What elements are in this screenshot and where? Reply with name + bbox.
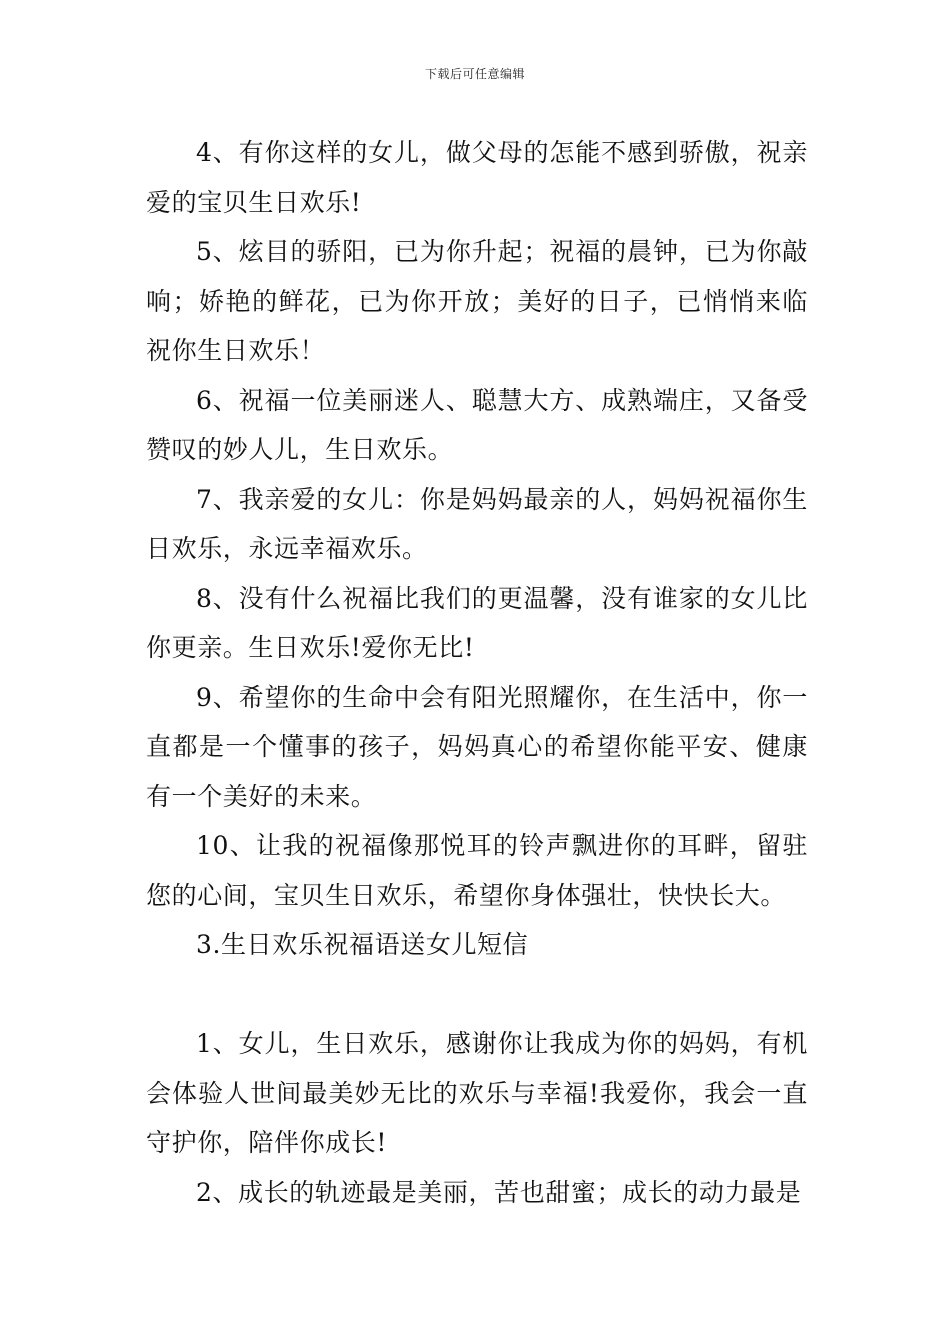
paragraph-item-2: 2、成长的轨迹最是美丽，苦也甜蜜；成长的动力最是 — [196, 1177, 802, 1207]
section-heading: 3.生日欢乐祝福语送女儿短信 — [196, 930, 529, 959]
document-body — [146, 128, 808, 1217]
paragraph-item-5: 5、炫目的骄阳，已为你升起；祝福的晨钟，已为你敲响；娇艳的鲜花，已为你开放；美好的日子，已悄悄来临祝你生日欢乐！ — [146, 237, 808, 365]
paragraph-item-1: 1、女儿，生日欢乐，感谢你让我成为你的妈妈，有机会体验人世间最美妙无比的欢乐与幸福!我爱你，我会一直守护你，陪伴你成长! — [146, 1029, 808, 1157]
paragraph-item-9: 9、希望你的生命中会有阳光照耀你，在生活中，你一直都是一个懂事的孩子，妈妈真心的希望你能平安、健康有一个美好的未来。 — [146, 682, 808, 811]
paragraph-item-4: 4、有你这样的女儿，做父母的怎能不感到骄傲，祝亲爱的宝贝生日欢乐! — [146, 138, 808, 217]
paragraph-item-6: 6、祝福一位美丽迷人、聪慧大方、成熟端庄，又备受赞叹的妙人儿，生日欢乐。 — [146, 385, 808, 464]
paragraph-item-7: 7、我亲爱的女儿：你是妈妈最亲的人，妈妈祝福你生日欢乐，永远幸福欢乐。 — [146, 484, 808, 563]
paragraph-item-10: 10、让我的祝福像那悦耳的铃声飘进你的耳畔，留驻您的心间，宝贝生日欢乐，希望你身体强壮，快快长大。 — [146, 831, 808, 910]
page-header: 下载后可任意编辑 — [424, 67, 525, 81]
blank-line — [146, 970, 808, 1020]
paragraph-item-8: 8、没有什么祝福比我们的更温馨，没有谁家的女儿比你更亲。生日欢乐!爱你无比! — [146, 583, 808, 662]
